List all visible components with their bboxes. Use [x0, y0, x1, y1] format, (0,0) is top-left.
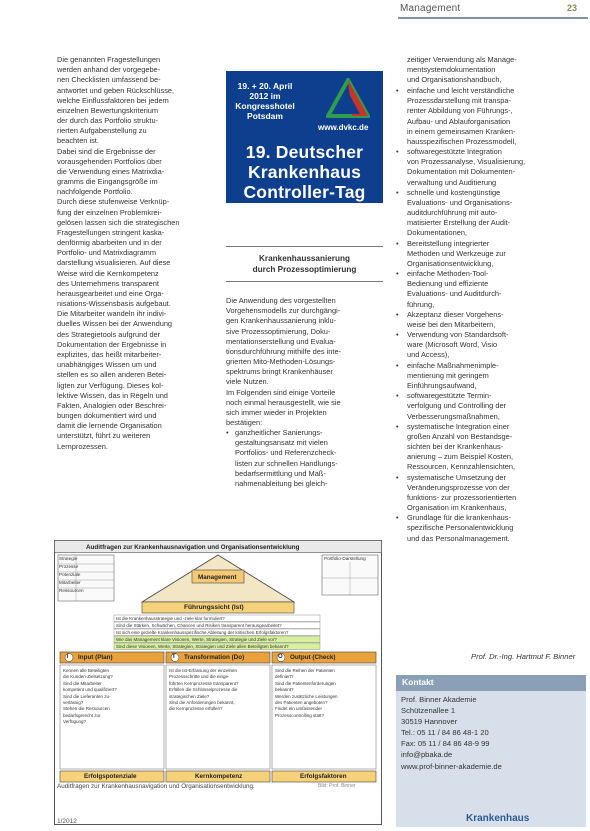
- bullet-item: [396, 391, 525, 401]
- column-3-text: [407, 55, 517, 86]
- label-kernkompetenz: Kernkompetenz: [195, 772, 243, 780]
- bullet-continuation: [226, 459, 338, 469]
- bullet-text: Prozessdarstellung mit transpa-: [407, 96, 511, 106]
- bullet-text: und Access),: [407, 350, 450, 360]
- bullet-text: und das Personalmanagement.: [407, 533, 510, 543]
- bullet-text: sichten bei der Krankenhaus-: [407, 442, 504, 452]
- phase-input: Input (Plan): [78, 653, 113, 661]
- text-line: nen Checklisten umfassend be-: [57, 75, 161, 85]
- diagram-question: des Patienten angeboten?: [275, 699, 328, 705]
- diagram-inset-left: Strategie Prozesse Potenziale Mitarbeiter Ressourcen: [59, 556, 84, 593]
- bullet-text: Dokumentationen,: [407, 228, 467, 238]
- column-2-text: [226, 296, 341, 428]
- bullet-item: [396, 422, 525, 432]
- text-line: noch einmal herausgestellt, wie sie: [226, 397, 341, 407]
- text-line: Dabei sind die Ergebnisse der: [57, 146, 156, 156]
- bullet-continuation: [396, 249, 525, 259]
- text-line: damit die lernende Organisation: [57, 421, 162, 431]
- bullet-continuation: [396, 503, 525, 513]
- text-line: vorausgehenden Portfolios über: [57, 156, 162, 166]
- diagram-question: Sind die Patientenforderungen: [275, 680, 336, 686]
- text-line: Die Mitarbeiter wandeln ihr indivi-: [57, 309, 167, 319]
- text-line: lektive Wissen, das in Regeln und: [57, 390, 168, 400]
- bullet-continuation: [396, 371, 525, 381]
- diagram-question: strategischen Ziele?: [169, 693, 210, 699]
- bullet-text: listen zur schnellen Handlungs-: [235, 458, 338, 468]
- bullet-text: Bereitstellung integrierter: [407, 238, 490, 248]
- bullet-text: großen Anzahl von Bestandsge-: [407, 431, 513, 441]
- bullet-icon: •: [396, 360, 399, 370]
- bullet-continuation: [396, 300, 525, 310]
- diagram-question: kompetent und qualifiziert?: [63, 687, 117, 693]
- text-line: Weise wird die Kernkompetenz: [57, 268, 159, 278]
- text-line: Fakten, Analogien oder Beschrei-: [57, 400, 167, 410]
- bullet-text: Akzeptanz dieser Vorgehens-: [407, 309, 504, 319]
- diagram-question: die Kernprozesse erfüllen?: [169, 706, 223, 712]
- bullet-text: systematische Integration einer: [407, 421, 510, 431]
- bullet-continuation: [396, 432, 525, 442]
- bullet-continuation: [396, 320, 525, 330]
- journal-logo: Krankenhaus: [466, 813, 530, 824]
- text-line: welche Einflussfaktoren bei jedem: [57, 95, 169, 105]
- diagram-question: Werden zusätzliche Leistungen: [275, 693, 338, 699]
- diagram-question: die Kunden-Zielsetzung?: [63, 674, 113, 680]
- conference-ad[interactable]: [226, 71, 383, 203]
- diagram-fuehrung-label: Führungssicht (Ist): [184, 604, 244, 611]
- kontakt-box: [396, 691, 586, 827]
- bullet-text: anierung – zum Beispiel Kosten,: [407, 452, 513, 462]
- bullet-continuation: [396, 289, 525, 299]
- ad-url: www.dvkc.de: [318, 123, 369, 132]
- bullet-continuation: [396, 381, 525, 391]
- bullet-icon: •: [396, 472, 399, 482]
- issue-number: 1/2012: [57, 818, 77, 825]
- text-line: Dokumentation der Ergebnisse in: [57, 339, 167, 349]
- bullet-text: verwaltung und Auditierung: [407, 177, 497, 187]
- kontakt-header: Kontakt: [396, 675, 586, 691]
- bullet-text: nahmenableitung bei gleich-: [235, 478, 328, 488]
- bullet-continuation: [396, 534, 525, 544]
- diagram-question: Sind die Anforderungen bekannt,: [169, 699, 235, 705]
- ad-title-line-2: Krankenhaus: [247, 162, 362, 182]
- bullet-continuation: [396, 259, 525, 269]
- text-line: gelösen lassen sich die strategischen: [57, 217, 180, 227]
- bullet-text: weise bei den Mitarbeitern,: [407, 319, 496, 329]
- diagram-question: bekannt?: [275, 687, 294, 693]
- bullet-continuation: [396, 442, 525, 452]
- diagram-question: Sind die Mitarbeiter: [63, 680, 102, 686]
- diagram-top-question: Sind diese Visionen, Werte, Strategien, Strategien und Ziele allen Beteiligten bekannt?: [116, 643, 289, 649]
- bullet-text: ware (Microsoft Word, Visio: [407, 340, 498, 350]
- bullet-text: Einführungsaufwand,: [407, 380, 477, 390]
- bullet-continuation: [396, 198, 525, 208]
- bullet-text: Verwendung von Standardsoft-: [407, 330, 509, 340]
- text-line: grierten Mito-Methoden-Lösungs-: [226, 357, 336, 367]
- bullet-text: Portfolios- und Referenzcheck-: [235, 448, 337, 458]
- ad-title-line-1: 19. Deutscher: [245, 142, 364, 162]
- text-line: die Verwendung eines Matrixdia-: [57, 166, 165, 176]
- bullet-item: [396, 513, 525, 523]
- figure-caption: Auditfragen zur Krankenhausnavigation und Organisationsentwicklung.: [57, 783, 255, 790]
- text-line: explizites, das heißt mitarbeiter-: [57, 349, 162, 359]
- diagram-title: Auditfragen zur Krankenhausnavigation und Organisationsentwicklung: [86, 544, 300, 551]
- bullet-continuation: [396, 127, 525, 137]
- output-questions: [275, 668, 337, 719]
- text-line: bestätigen:: [226, 418, 263, 428]
- bullet-text: führung,: [407, 299, 435, 309]
- bullet-text: Methoden und Werkzeuge zur: [407, 248, 506, 258]
- section-title: Management: [400, 3, 461, 14]
- box-rule-bottom: [226, 281, 383, 282]
- diagram-top-question: Sind die Stärken, Schwächen, Chancen und Risiken transparent herausgearbeitet?: [116, 622, 282, 628]
- column-1-text: [57, 55, 179, 452]
- text-line: Im Folgenden sind einige Vorteile: [226, 387, 336, 397]
- bullet-text: einfache und leicht verständliche: [407, 86, 515, 95]
- figure-source: Bild: Prof. Binner: [318, 783, 356, 789]
- diagram-question: Sind die Reihen der Patienten: [275, 668, 335, 673]
- author-signature: Prof. Dr.-Ing. Hartmut F. Binner: [471, 652, 576, 661]
- bullet-text: spezifische Personalentwicklung: [407, 523, 514, 533]
- bullet-continuation: [396, 350, 525, 360]
- text-line: herausgearbeitet und eine Orga-: [57, 288, 164, 298]
- kontakt-line: 30519 Hannover: [401, 717, 458, 727]
- bullet-text: matisierter Erstellung der Audit-: [407, 218, 511, 228]
- text-line: mentsystemdokumentation: [407, 65, 496, 75]
- diagram-question: Verfügung?: [63, 719, 87, 725]
- diagram-top-question: Wie das Management klare Visionen, Werte, Strategien, Strategie und Ziele vor?: [116, 636, 277, 642]
- bullet-continuation: [396, 412, 525, 422]
- text-line: rierten Aufgabenstellung zu: [57, 126, 147, 136]
- diagram-management-label: Management: [198, 574, 237, 581]
- bullet-text: Dokumentation mit Dokumenten-: [407, 167, 516, 177]
- bullet-item: [226, 428, 338, 438]
- bullet-text: systematische Umsetzung der: [407, 472, 506, 482]
- bullet-continuation: [396, 117, 525, 127]
- text-line: der durch das Portfolio struktu-: [57, 116, 159, 126]
- bullet-text: Aufbau- und Ablauforganisation: [407, 116, 511, 126]
- phase-letter-i: I: [66, 653, 69, 660]
- kontakt-line: Prof. Binner Akademie: [401, 695, 477, 704]
- text-line: unabhängiges Wissen um und: [57, 360, 157, 370]
- text-line: Durch diese stufenweise Verknüp-: [57, 197, 170, 207]
- text-line: viele Nutzen.: [226, 377, 269, 387]
- bullet-icon: •: [396, 187, 399, 197]
- bullet-continuation: [396, 208, 525, 218]
- text-line: zeitiger Verwendung als Manage-: [407, 55, 517, 64]
- diagram-question: Kennen alle Beteiligten: [63, 668, 110, 673]
- bullet-text: ganzheitlicher Sanierungs-: [235, 428, 323, 437]
- ad-title-line-3: Controller-Tag: [243, 182, 366, 202]
- bullet-item: [396, 147, 525, 157]
- kontakt-line: Tel.: 05 11 / 84 86 48-1 20: [401, 728, 489, 738]
- bullet-text: Evaluations- und Auditdurch-: [407, 289, 502, 299]
- text-line: des Unternehmens transparent: [57, 278, 159, 288]
- bullet-continuation: [396, 96, 525, 106]
- bullet-continuation: [396, 106, 525, 116]
- bullet-icon: •: [396, 269, 399, 279]
- text-line: tionsdurchführung mithilfe des inte-: [226, 346, 342, 356]
- input-questions: [63, 668, 117, 726]
- bullet-item: [396, 269, 525, 279]
- diagram-question: Prozessschritte und die einge-: [169, 674, 230, 680]
- bullet-continuation: [396, 228, 525, 238]
- box-rule-top: [226, 246, 383, 247]
- kontakt-email[interactable]: info@pbaka.de: [401, 750, 453, 760]
- text-line: sich immer wieder in Projekten: [226, 407, 327, 417]
- bullet-icon: •: [396, 421, 399, 431]
- text-line: einzelnen Bewertungskriterium: [57, 105, 159, 115]
- text-line: Fragestellungen stringent kaska-: [57, 227, 165, 237]
- bullet-text: mentierung mit geringem: [407, 370, 489, 380]
- kontakt-website[interactable]: www.prof-binner-akademie.de: [401, 761, 502, 771]
- bullet-text: Verbesserungsmaßnahmen,: [407, 411, 500, 421]
- bullet-continuation: [396, 401, 525, 411]
- phase-output: Output (Check): [290, 653, 336, 661]
- bullet-item: [396, 330, 525, 340]
- bullet-text: Ressourcen, Kennzahlensichten,: [407, 462, 516, 472]
- bullet-text: Organisationsentwicklung,: [407, 258, 494, 268]
- bullet-text: Grundlage für die krankenhaus-: [407, 513, 511, 523]
- bullet-continuation: [396, 157, 525, 167]
- header-rule: [398, 17, 588, 19]
- diagram-question: definiert?: [275, 674, 294, 680]
- diagram-question: Erfüllen die Schlüsselprozesse die: [169, 687, 238, 693]
- bullet-text: Bedienung und effiziente: [407, 279, 489, 289]
- text-line: duelles Wissen bei der Anwendung: [57, 319, 173, 329]
- diagram-top-question: Ist die Krankenhausstrategie und -ziele klar formuliert?: [116, 615, 225, 621]
- bullet-continuation: [396, 340, 525, 350]
- bullet-text: auditdurchführung mit auto-: [407, 208, 498, 218]
- text-line: Die genannten Fragestellungen: [57, 55, 161, 64]
- text-line: Portfolio- und Matrixdiagramm: [57, 248, 156, 258]
- bullet-item: [396, 310, 525, 320]
- page-number: 23: [567, 3, 578, 13]
- bullet-item: [396, 86, 525, 96]
- phase-letter-t: T: [172, 653, 176, 660]
- bullet-continuation: [226, 479, 338, 489]
- text-line: beachten ist.: [57, 136, 99, 146]
- diagram-question: Findet ein umfassender: [275, 706, 323, 712]
- diagram-question: Sind die Lieferanten zu-: [63, 693, 111, 699]
- bullet-text: Evaluations- und Organisations-: [407, 197, 513, 207]
- bullet-continuation: [396, 218, 525, 228]
- bullet-continuation: [396, 167, 525, 177]
- bullet-text: in einem gemeinsamen Kranken-: [407, 126, 516, 136]
- kontakt-line: Schützenallee 1: [401, 706, 456, 716]
- bullet-icon: •: [396, 147, 399, 157]
- diagram-top-question: Ist sich eine gezielte Krankenhausspezifische Ableitung der kritischen Erfolgsfaktoren?: [116, 629, 289, 635]
- text-line: unterstützt, führt zu weiteren: [57, 431, 151, 441]
- bullet-text: softwaregestützte Termin-: [407, 391, 492, 401]
- bullet-text: softwaregestützte Integration: [407, 147, 502, 157]
- bullet-icon: •: [396, 330, 399, 340]
- diagram-question: bedarfsgerecht zur: [63, 712, 101, 718]
- bullet-text: verfolgung und Controlling der: [407, 401, 507, 411]
- transformation-questions: [169, 668, 239, 713]
- diagram-question: Ist die Ist-Erfassung der einzelnen: [169, 668, 238, 673]
- bullet-text: einfache Maßnahmenimple-: [407, 360, 499, 370]
- ad-logo-icon: [326, 78, 370, 120]
- box-title: Krankenhaussanierung durch Prozessoptimierung: [252, 254, 357, 274]
- bullet-text: Organisation im Krankenhaus,: [407, 503, 507, 513]
- text-line: nachfolgende Portfolio.: [57, 187, 133, 197]
- text-line: ligten zur Verfügung. Dieses kol-: [57, 380, 164, 390]
- bullet-icon: •: [396, 391, 399, 401]
- text-line: mentationserstellung und Evalua-: [226, 336, 336, 346]
- diagram-question: Prozesscontrolling statt?: [275, 712, 325, 718]
- bullet-text: einfache Methoden-Tool-: [407, 269, 489, 279]
- text-line: stellen es so allen anderen Betei-: [57, 370, 167, 380]
- bullet-item: [396, 239, 525, 249]
- bullet-item: [396, 188, 525, 198]
- column-3-bullets: [396, 86, 525, 544]
- text-line: nisations-Wissensbasis aufgebaut.: [57, 299, 171, 309]
- bullet-continuation: [396, 452, 525, 462]
- diagram-inset-right: Portfolio-Darstellung: [324, 556, 366, 561]
- text-line: werden anhand der vorgegebe-: [57, 65, 161, 75]
- text-line: gen Krankenhaussanierung inklu-: [226, 316, 337, 326]
- text-line: bungen dokumentiert wird und: [57, 411, 157, 421]
- bullet-continuation: [396, 483, 525, 493]
- bullet-item: [396, 361, 525, 371]
- bullet-text: bedarfsermittlung und Maß-: [235, 468, 326, 478]
- text-line: sive Prozessoptimierung, Doku-: [226, 326, 331, 336]
- diagram-question: verlässig?: [63, 699, 84, 705]
- bullet-continuation: [226, 448, 338, 458]
- text-line: antwortet und geben Rückschlüsse,: [57, 85, 175, 95]
- bullet-continuation: [396, 178, 525, 188]
- text-line: Lernprozessen.: [57, 441, 108, 451]
- bullet-text: von Prozessanalyse, Visualisierung,: [407, 157, 526, 167]
- text-line: Die Anwendung des vorgestellten: [226, 296, 336, 305]
- label-erfolgsfaktoren: Erfolgsfaktoren: [300, 772, 347, 780]
- bullet-icon: •: [396, 309, 399, 319]
- bullet-icon: •: [396, 86, 399, 95]
- text-line: denförmig abarbeiten und in der: [57, 238, 162, 248]
- bullet-continuation: [396, 462, 525, 472]
- text-line: spektrums bringt Krankenhäuser: [226, 367, 333, 377]
- bullet-continuation: [396, 493, 525, 503]
- ad-date: 19. + 20. April 2012 im Kongresshotel Potsdam: [235, 81, 295, 121]
- bullet-continuation: [396, 137, 525, 147]
- kontakt-line: Fax: 05 11 / 84 86 48-9 99: [401, 739, 490, 749]
- bullet-icon: •: [396, 513, 399, 523]
- bullet-icon: •: [396, 238, 399, 248]
- bullet-text: gestaltungsansatz mit vielen: [235, 438, 328, 448]
- phase-letter-o: O: [278, 653, 283, 660]
- text-line: und Organisationshandbuch,: [407, 75, 502, 85]
- text-line: des Strategietools aufgrund der: [57, 329, 161, 339]
- bullet-continuation: [226, 469, 338, 479]
- diagram-question: Stehen die Ressourcen: [63, 706, 110, 712]
- bullet-continuation: [226, 438, 338, 448]
- bullet-text: hausspezifischen Prozessmodell,: [407, 136, 517, 146]
- column-2-bullets: [226, 428, 338, 489]
- diagram-question: führten Kernprozesse transparent?: [169, 680, 239, 686]
- text-line: Vorgehensmodells zur durchgängi-: [226, 306, 341, 316]
- bullet-text: funktions- zur prozessorientierten: [407, 492, 517, 502]
- bullet-text: schnelle und kostengünstige: [407, 187, 501, 197]
- bullet-item: [396, 473, 525, 483]
- phase-transformation: Transformation (Do): [184, 653, 245, 661]
- text-line: fung der einzelnen Problemkrei-: [57, 207, 162, 217]
- label-erfolgspotenziale: Erfolgspotenziale: [84, 772, 137, 780]
- bullet-continuation: [396, 523, 525, 533]
- text-line: darstellung visualisieren. Auf diese: [57, 258, 171, 268]
- bullet-text: renter Abbildung von Führungs-,: [407, 106, 513, 116]
- text-line: gramms die Eingangsgröße im: [57, 177, 158, 187]
- bullet-continuation: [396, 279, 525, 289]
- bullet-icon: •: [226, 428, 229, 437]
- bullet-text: Veränderungsprozesse von der: [407, 482, 510, 492]
